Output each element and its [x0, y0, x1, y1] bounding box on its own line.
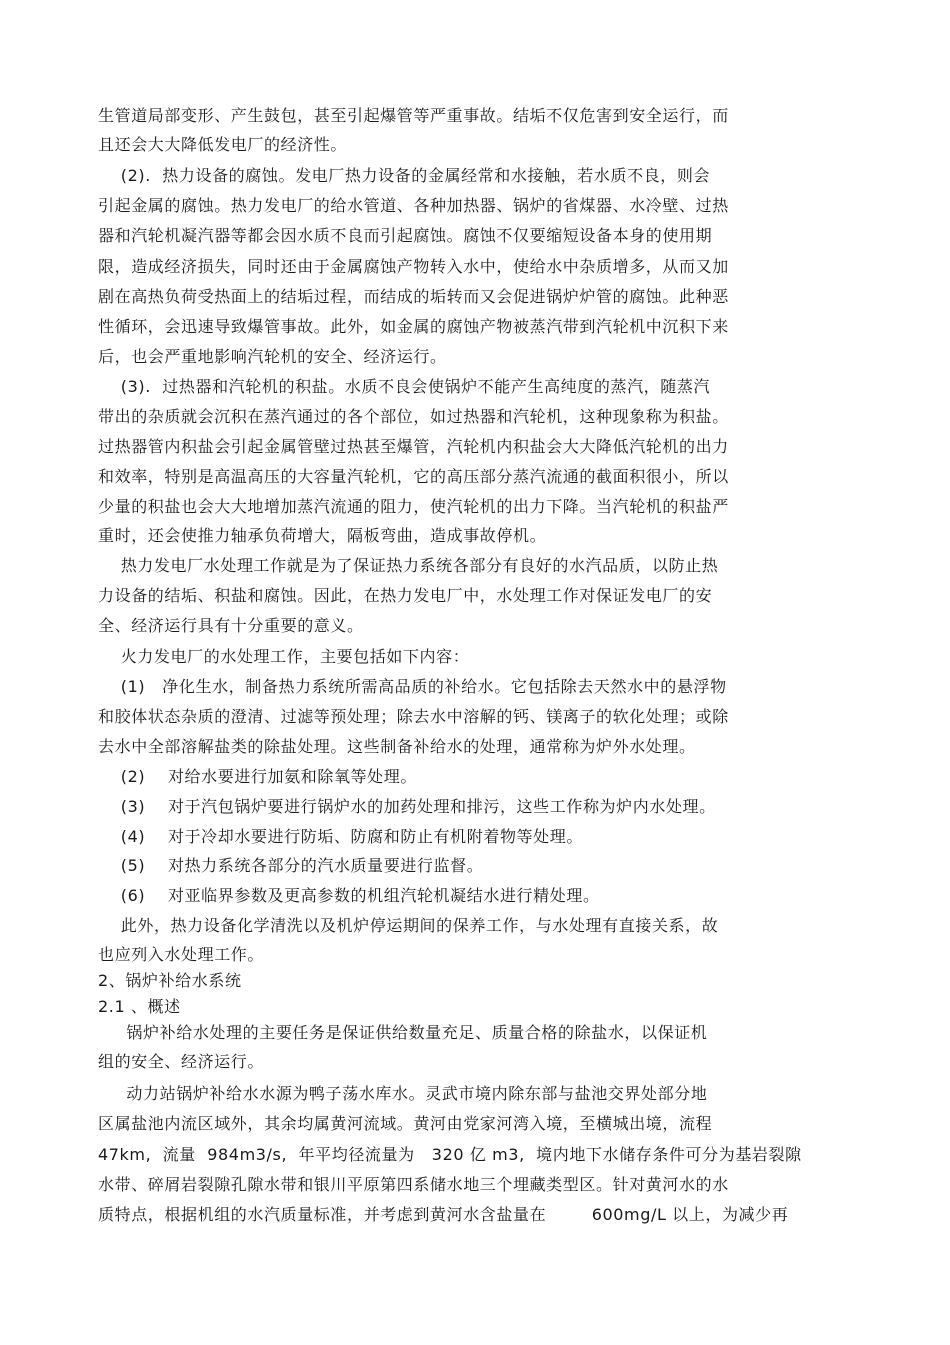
- text-line: 生管道局部变形、产生鼓包，甚至引起爆管等严重事故。结垢不仅危害到安全运行，而: [98, 106, 729, 125]
- text-line: 火力发电厂的水处理工作，主要包括如下内容：: [98, 647, 470, 666]
- text-line: 动力站锅炉补给水水源为鸭子荡水库水。灵武市境内除东部与盐池交界处部分地: [98, 1084, 708, 1103]
- text-line: 此外，热力设备化学清洗以及机炉停运期间的保养工作，与水处理有直接关系，故: [98, 916, 719, 935]
- text-line: 性循环，会迅速导致爆管事故。此外，如金属的腐蚀产物被蒸汽带到汽轮机中沉积下来: [98, 317, 729, 336]
- text-line: 也应列入水处理工作。: [98, 945, 265, 964]
- text-line: (6) 对亚临界参数及更高参数的机组汽轮机凝结水进行精处理。: [98, 886, 600, 905]
- text-line: 重时，还会使推力轴承负荷增大，隔板弯曲，造成事故停机。: [98, 526, 547, 545]
- text-line: (3). 过热器和汽轮机的积盐。水质不良会使锅炉不能产生高纯度的蒸汽，随蒸汽: [98, 377, 711, 396]
- text-line: 和胶体状态杂质的澄清、过滤等预处理；除去水中溶解的钙、镁离子的软化处理；或除: [98, 707, 729, 726]
- text-line: (4) 对于冷却水要进行防垢、防腐和防止有机附着物等处理。: [98, 827, 583, 846]
- text-line: (1) 净化生水，制备热力系统所需高品质的补给水。它包括除去天然水中的悬浮物: [98, 677, 727, 696]
- text-line: 全、经济运行具有十分重要的意义。: [98, 616, 364, 635]
- text-line: 质特点，根据机组的水汽质量标准，并考虑到黄河水含盐量在 600mg/L 以上，为减少再: [98, 1205, 789, 1224]
- text-line: 剧在高热负荷受热面上的结垢过程，而结成的垢转而又会促进锅炉炉管的腐蚀。此种恶: [98, 287, 729, 306]
- text-line: (5) 对热力系统各部分的汽水质量要进行监督。: [98, 856, 484, 875]
- text-line: 器和汽轮机凝汽器等都会因水质不良而引起腐蚀。腐蚀不仅要缩短设备本身的使用期: [98, 226, 713, 245]
- text-line: (2). 热力设备的腐蚀。发电厂热力设备的金属经常和水接触，若水质不良，则会: [98, 166, 711, 185]
- text-line: 2、锅炉补给水系统: [98, 971, 242, 990]
- text-line: (2) 对给水要进行加氨和除氧等处理。: [98, 767, 417, 786]
- text-line: 热力发电厂水处理工作就是为了保证热力系统各部分有良好的水汽品质，以防止热: [98, 556, 719, 575]
- text-line: 过热器管内积盐会引起金属管壁过热甚至爆管，汽轮机内积盐会大大降低汽轮机的出力: [98, 437, 729, 456]
- text-line: 且还会大大降低发电厂的经济性。: [98, 135, 348, 154]
- text-line: 带出的杂质就会沉积在蒸汽通过的各个部位，如过热器和汽轮机，这种现象称为积盐。: [98, 407, 729, 426]
- text-line: 限，造成经济损失，同时还由于金属腐蚀产物转入水中，使给水中杂质增多，从而又加: [98, 257, 729, 276]
- text-line: 组的安全、经济运行。: [98, 1052, 265, 1071]
- text-line: 和效率，特别是高温高压的大容量汽轮机，它的高压部分蒸汽流通的截面积很小，所以: [98, 467, 729, 486]
- text-line: 后，也会严重地影响汽轮机的安全、经济运行。: [98, 347, 447, 366]
- text-line: 2.1 、概述: [98, 997, 181, 1016]
- text-line: 区属盐池内流区域外，其余均属黄河流域。黄河由党家河湾入境，至横城出境，流程: [98, 1114, 713, 1133]
- text-line: 47km, 流量 984m3/s, 年平均径流量为 320 亿 m3, 境内地下水储存条件可分为基岩裂隙: [98, 1145, 802, 1164]
- text-line: 引起金属的腐蚀。热力发电厂的给水管道、各种加热器、锅炉的省煤器、水冷壁、过热: [98, 196, 729, 215]
- text-line: 水带、碎屑岩裂隙孔隙水带和银川平原第四系储水地三个埋藏类型区。针对黄河水的水: [98, 1175, 729, 1194]
- text-line: (3) 对于汽包锅炉要进行锅炉水的加药处理和排污，这些工作称为炉内水处理。: [98, 797, 716, 816]
- text-line: 去水中全部溶解盐类的除盐处理。这些制备补给水的处理，通常称为炉外水处理。: [98, 737, 696, 756]
- text-line: 锅炉补给水处理的主要任务是保证供给数量充足、质量合格的除盐水，以保证机: [98, 1023, 708, 1042]
- text-line: 少量的积盐也会大大地增加蒸汽流通的阻力，使汽轮机的出力下降。当汽轮机的积盐严: [98, 497, 729, 516]
- text-line: 力设备的结垢、积盐和腐蚀。因此，在热力发电厂中，水处理工作对保证发电厂的安: [98, 586, 713, 605]
